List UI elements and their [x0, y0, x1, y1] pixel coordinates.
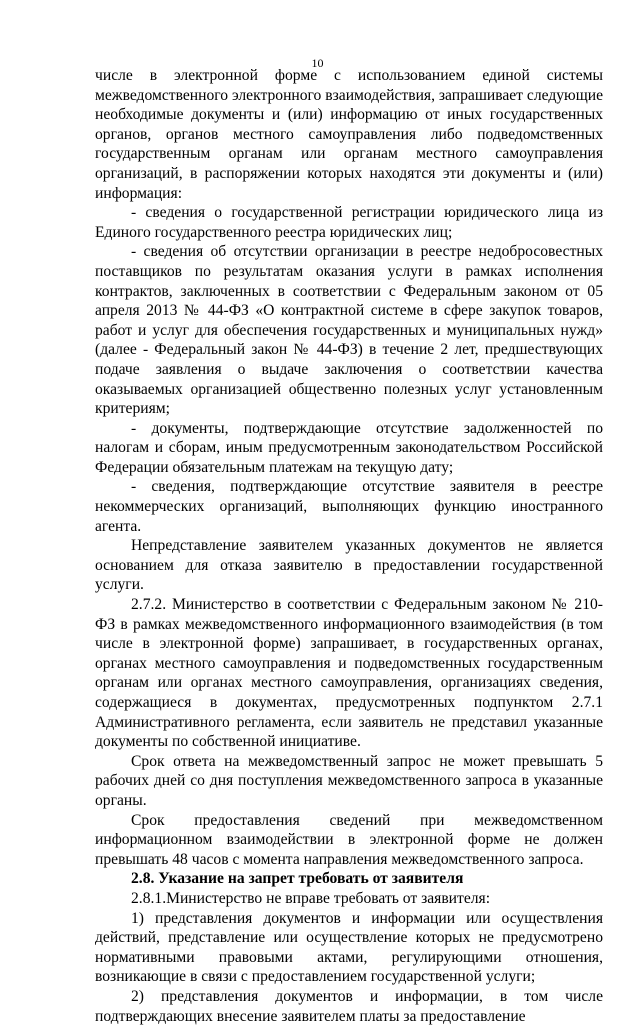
list-item: - сведения об отсутствии организации в реестре недобросовестных поставщиков по результатам оказания услуги в рамках исполнения контрактов, заключенных в соответствии с Федеральным законом от 05 апреля 2013 № 44-ФЗ «О контрактной системе в сфере закупок товаров, работ и услуг для обеспечения государственных и муниципальных нужд» (далее - Федеральный закон № 44-ФЗ) в течение 2 лет, предшествующих подаче заявления о выдаче заключения о соответствии качества оказываемых организацией общественно полезных услуг установленным критериям;	[95, 243, 603, 418]
document-body	[95, 66, 603, 1026]
paragraph: Срок предоставления сведений при межведомственном информационном взаимодействии в электронной форме не должен превышать 48 часов с момента направления межведомственного запроса.	[95, 811, 603, 868]
list-item: - документы, подтверждающие отсутствие задолженностей по налогам и сборам, иным предусмотренным законодательством Российской Федерации обязательным платежам на текущую дату;	[95, 419, 603, 476]
paragraph: 2.8.1.Министерство не вправе требовать от заявителя:	[131, 889, 491, 907]
paragraph: Непредставление заявителем указанных документов не является основанием для отказа заявителю в предоставлении государственной услуги.	[95, 537, 603, 594]
paragraph: 2.7.2. Министерство в соответствии с Федеральным законом № 210-ФЗ в рамках межведомственного информационного взаимодействия (в том числе в электронной форме) запрашивает, в государственных органах, органах местного самоуправления и подведомственных государственным органам или органах местного самоуправления, организациях сведения, содержащиеся в документах, предусмотренных подпунктом 2.7.1 Административного регламента, если заявитель не представил указанные документы по собственной инициативе.	[95, 596, 603, 751]
list-item: 1) представления документов и информации или осуществления действий, представление или осуществление которых не предусмотрено нормативными правовыми актами, регулирующими отношения, возникающие в связи с предоставлением государственной услуги;	[95, 909, 603, 986]
list-item: 2) представления документов и информации, в том числе подтверждающих внесение заявителем платы за предоставление	[95, 987, 603, 1025]
paragraph: Срок ответа на межведомственный запрос не может превышать 5 рабочих дней со дня поступления межведомственного запроса в указанные органы.	[95, 752, 603, 809]
list-item: - сведения, подтверждающие отсутствие заявителя в реестре некоммерческих организаций, выполняющих функцию иностранного агента.	[95, 478, 603, 535]
page-number: 10	[311, 56, 324, 70]
paragraph: числе в электронной форме с использованием единой системы межведомственного электронного взаимодействия, запрашивает следующие необходимые документы и (или) информацию от иных государственных органов, органов местного самоуправления либо подведомственных государственным органам или органам местного самоуправления организаций, в распоряжении которых находятся эти документы и (или) информация:	[95, 67, 603, 202]
section-heading: 2.8. Указание на запрет требовать от заявителя	[131, 870, 464, 888]
list-item: - сведения о государственной регистрации юридического лица из Единого государственного реестра юридических лиц;	[95, 204, 603, 241]
